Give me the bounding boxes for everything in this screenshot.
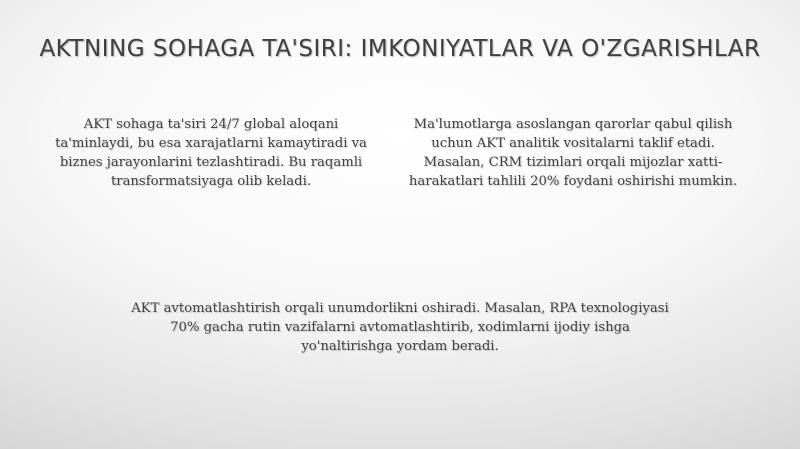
paragraph-left: AKT sohaga ta'siri 24/7 global aloqani ta'minlaydi, bu esa xarajatlarni kamaytiradi va biznes jarayonlarini tezlashtiradi. Bu raqamli transformatsiyaga olib keladi. bbox=[55, 117, 367, 189]
paragraph-right: Ma'lumotlarga asoslangan qarorlar qabul qilish uchun AKT analitik vositalarni taklif etadi. Masalan, CRM tizimlari orqali mijozlar xatti-harakatlari tahlili 20% foydani oshirishi mumkin. bbox=[408, 117, 738, 189]
paragraph-bottom: AKT avtomatlashtirish orqali unumdorlikni oshiradi. Masalan, RPA texnologiyasi 70% gacha rutin vazifalarni avtomatlashtirib, xodimlarni ijodiy ishga yo'naltirishga yordam beradi. bbox=[131, 301, 669, 354]
slide-title: AKTNING SOHAGA TA'SIRI: IMKONIYATLAR VA O'ZGARISHLAR bbox=[39, 36, 761, 62]
